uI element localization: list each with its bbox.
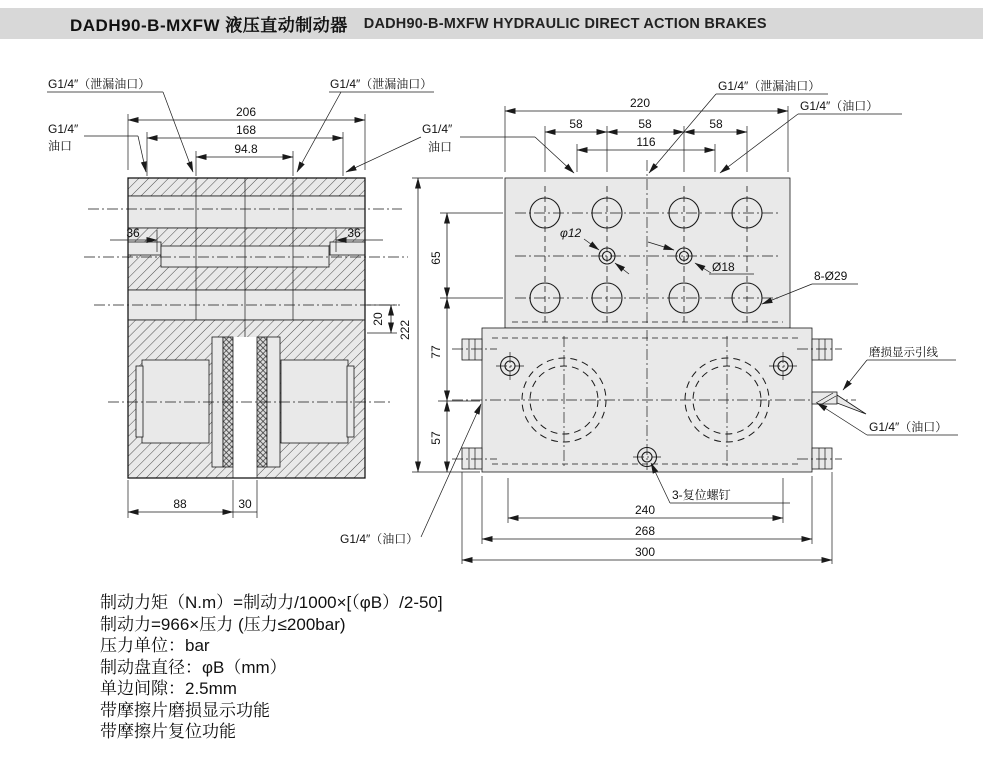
dim-36-left: 36 xyxy=(126,226,140,240)
label-phi18: Ø18 xyxy=(712,260,735,274)
label-leak-port-top: G1/4″（泄漏油口） xyxy=(718,79,821,93)
note-line: 压力单位：bar xyxy=(100,636,210,655)
notes-block xyxy=(100,592,443,743)
label-oil-port-left-1: G1/4″ xyxy=(48,122,79,136)
label-8-holes: 8-Ø29 xyxy=(814,269,848,283)
disc-slot xyxy=(233,337,257,478)
dim-116: 116 xyxy=(636,135,656,149)
dim-20: 20 xyxy=(371,312,385,326)
left-view-body xyxy=(84,178,408,478)
dim-268: 268 xyxy=(634,524,656,538)
dim-30: 30 xyxy=(238,497,252,511)
dim-58-b: 58 xyxy=(638,117,652,131)
left-section-view xyxy=(47,76,434,518)
dim-77: 77 xyxy=(429,345,443,359)
note-line: 带摩擦片磨损显示功能 xyxy=(100,700,270,720)
label-phi12: φ12 xyxy=(560,226,582,240)
dim-240: 240 xyxy=(634,503,656,517)
label-leak-port-left: G1/4″（泄漏油口） xyxy=(48,77,151,91)
page-title: DADH90-B-MXFW 液压直动制动器 xyxy=(70,16,348,35)
label-oil-port-right: G1/4″（油口） xyxy=(869,420,948,434)
label-oil-port-top: G1/4″（油口） xyxy=(800,99,879,113)
label-oil-port-left-2: 油口 xyxy=(48,139,73,153)
dim-94-8: 94.8 xyxy=(234,142,258,156)
note-line: 制动盘直径：φB（mm） xyxy=(100,657,287,677)
dim-88: 88 xyxy=(173,497,187,511)
dim-65: 65 xyxy=(429,251,443,265)
note-line: 带摩擦片复位功能 xyxy=(100,722,236,741)
note-line: 制动力=966×压力 (压力≤200bar) xyxy=(100,614,346,634)
piston-right xyxy=(281,360,348,443)
dim-300: 300 xyxy=(634,545,656,559)
label-oil-port-mid-1: G1/4″ xyxy=(422,122,453,136)
title-bar xyxy=(0,8,983,39)
label-oil-port-mid-2: 油口 xyxy=(428,140,453,154)
dim-58-a: 58 xyxy=(569,117,583,131)
dim-58-c: 58 xyxy=(709,117,723,131)
note-line: 制动力矩（N.m）=制动力/1000×[（φB）/2-50] xyxy=(100,593,443,612)
brake-body xyxy=(452,328,866,472)
dim-220: 220 xyxy=(629,96,651,110)
piston-left xyxy=(142,360,209,443)
label-reset-screws: 3-复位螺钉 xyxy=(672,488,731,502)
dim-222: 222 xyxy=(398,319,412,341)
dim-57: 57 xyxy=(429,431,443,445)
wear-indicator-wire xyxy=(812,392,866,414)
dim-36-right: 36 xyxy=(347,226,361,240)
label-wear-indicator: 磨损显示引线 xyxy=(869,347,938,359)
note-line: 单边间隙：2.5mm xyxy=(100,679,237,698)
top-plate xyxy=(505,160,790,328)
label-oil-port-bottom: G1/4″（油口） xyxy=(340,532,419,546)
page-title-en: DADH90-B-MXFW HYDRAULIC DIRECT ACTION BRAKES xyxy=(363,15,767,32)
label-leak-port-right: G1/4″（泄漏油口） xyxy=(330,77,433,91)
port-counterbore-right xyxy=(330,242,365,255)
port-counterbore-left xyxy=(128,242,161,255)
right-front-view xyxy=(340,78,958,564)
dim-206: 206 xyxy=(235,105,257,119)
dim-168: 168 xyxy=(235,123,257,137)
